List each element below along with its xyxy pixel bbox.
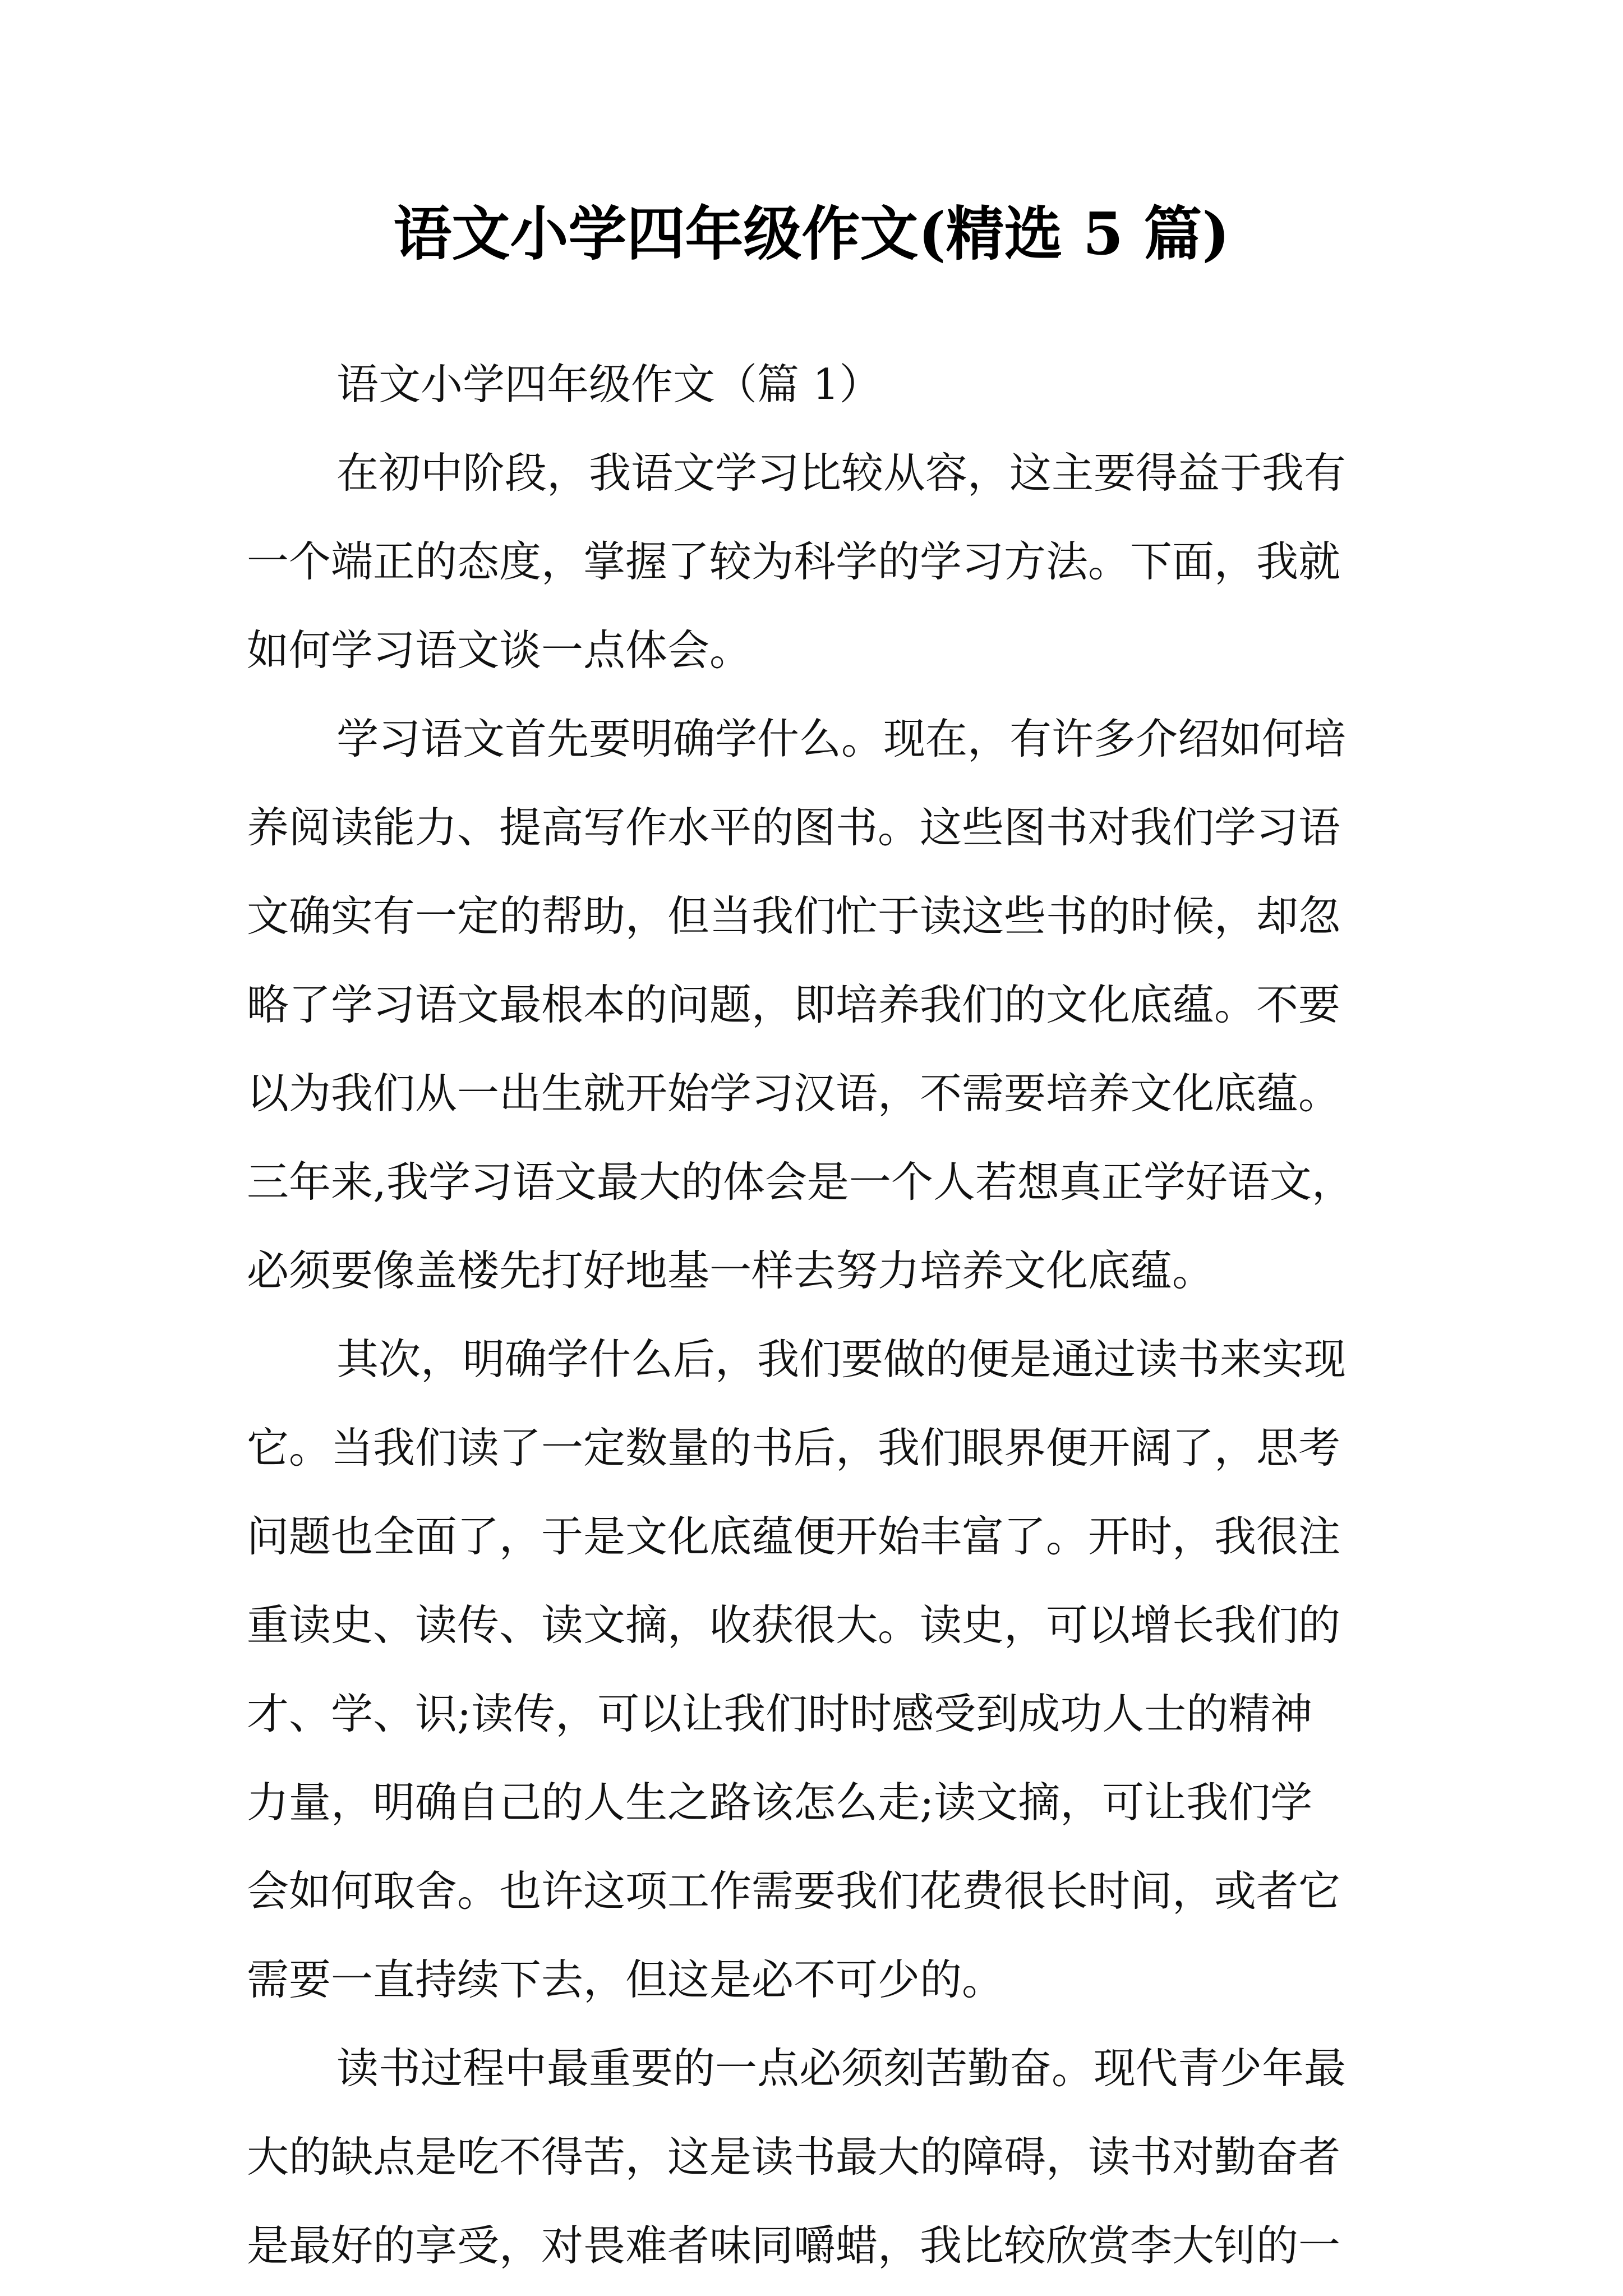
paragraph-line: 一个端正的态度，掌握了较为科学的学习方法。下面，我就: [247, 537, 1341, 586]
paragraph-line: 如何学习语文谈一点体会。: [247, 625, 752, 675]
paragraph-line: 三年来,我学习语文最大的体会是一个人若想真正学好语文，: [247, 1157, 1354, 1207]
paragraph-line: 其次，明确学什么后，我们要做的便是通过读书来实现: [336, 1335, 1347, 1384]
paragraph-line: 需要一直持续下去，但这是必不可少的。: [247, 1955, 1004, 2004]
paragraph-line: 是最好的享受，对畏难者味同嚼蜡，我比较欣赏李大钊的一: [247, 2221, 1341, 2270]
paragraph-line: 必须要像盖楼先打好地基一样去努力培养文化底蕴。: [247, 1246, 1215, 1295]
paragraph-line: 大的缺点是吃不得苦，这是读书最大的障碍，读书对勤奋者: [247, 2132, 1341, 2182]
paragraph-4: [247, 2024, 1393, 2290]
section-heading: 语文小学四年级作文（篇 1）: [336, 360, 882, 409]
paragraph-line: 学习语文首先要明确学什么。现在，有许多介绍如何培: [336, 714, 1347, 763]
paragraph-line: 在初中阶段，我语文学习比较从容，这主要得益于我有: [336, 448, 1347, 498]
paragraph-line: 重读史、读传、读文摘，收获很大。读史，可以增长我们的: [247, 1600, 1341, 1650]
paragraph-line: 文确实有一定的帮助，但当我们忙于读这些书的时候，却忽: [247, 891, 1341, 941]
paragraph-3: [247, 1315, 1393, 2024]
paragraph-line: 读书过程中最重要的一点必须刻苦勤奋。现代青少年最: [336, 2044, 1347, 2093]
paragraph-line: 才、学、识;读传，可以让我们时时感受到成功人士的精神: [247, 1689, 1313, 1738]
paragraph-line: 它。当我们读了一定数量的书后，我们眼界便开阔了，思考: [247, 1423, 1341, 1473]
paragraph-line: 问题也全面了，于是文化底蕴便开始丰富了。开时，我很注: [247, 1512, 1341, 1561]
paragraph-line: 略了学习语文最根本的问题，即培养我们的文化底蕴。不要: [247, 980, 1341, 1029]
paragraph-line: 以为我们从一出生就开始学习汉语，不需要培养文化底蕴。: [247, 1069, 1341, 1118]
paragraph-line: 力量，明确自己的人生之路该怎么走;读文摘，可让我们学: [247, 1778, 1313, 1827]
paragraph-line: 养阅读能力、提高写作水平的图书。这些图书对我们学习语: [247, 803, 1341, 852]
paragraph-2: [247, 694, 1393, 1315]
document-body: [247, 340, 1393, 2290]
paragraph-line: 会如何取舍。也许这项工作需要我们花费很长时间，或者它: [247, 1866, 1341, 1916]
paragraph-1: [247, 429, 1393, 694]
document-title: 语文小学四年级作文(精选 5 篇): [393, 199, 1230, 268]
